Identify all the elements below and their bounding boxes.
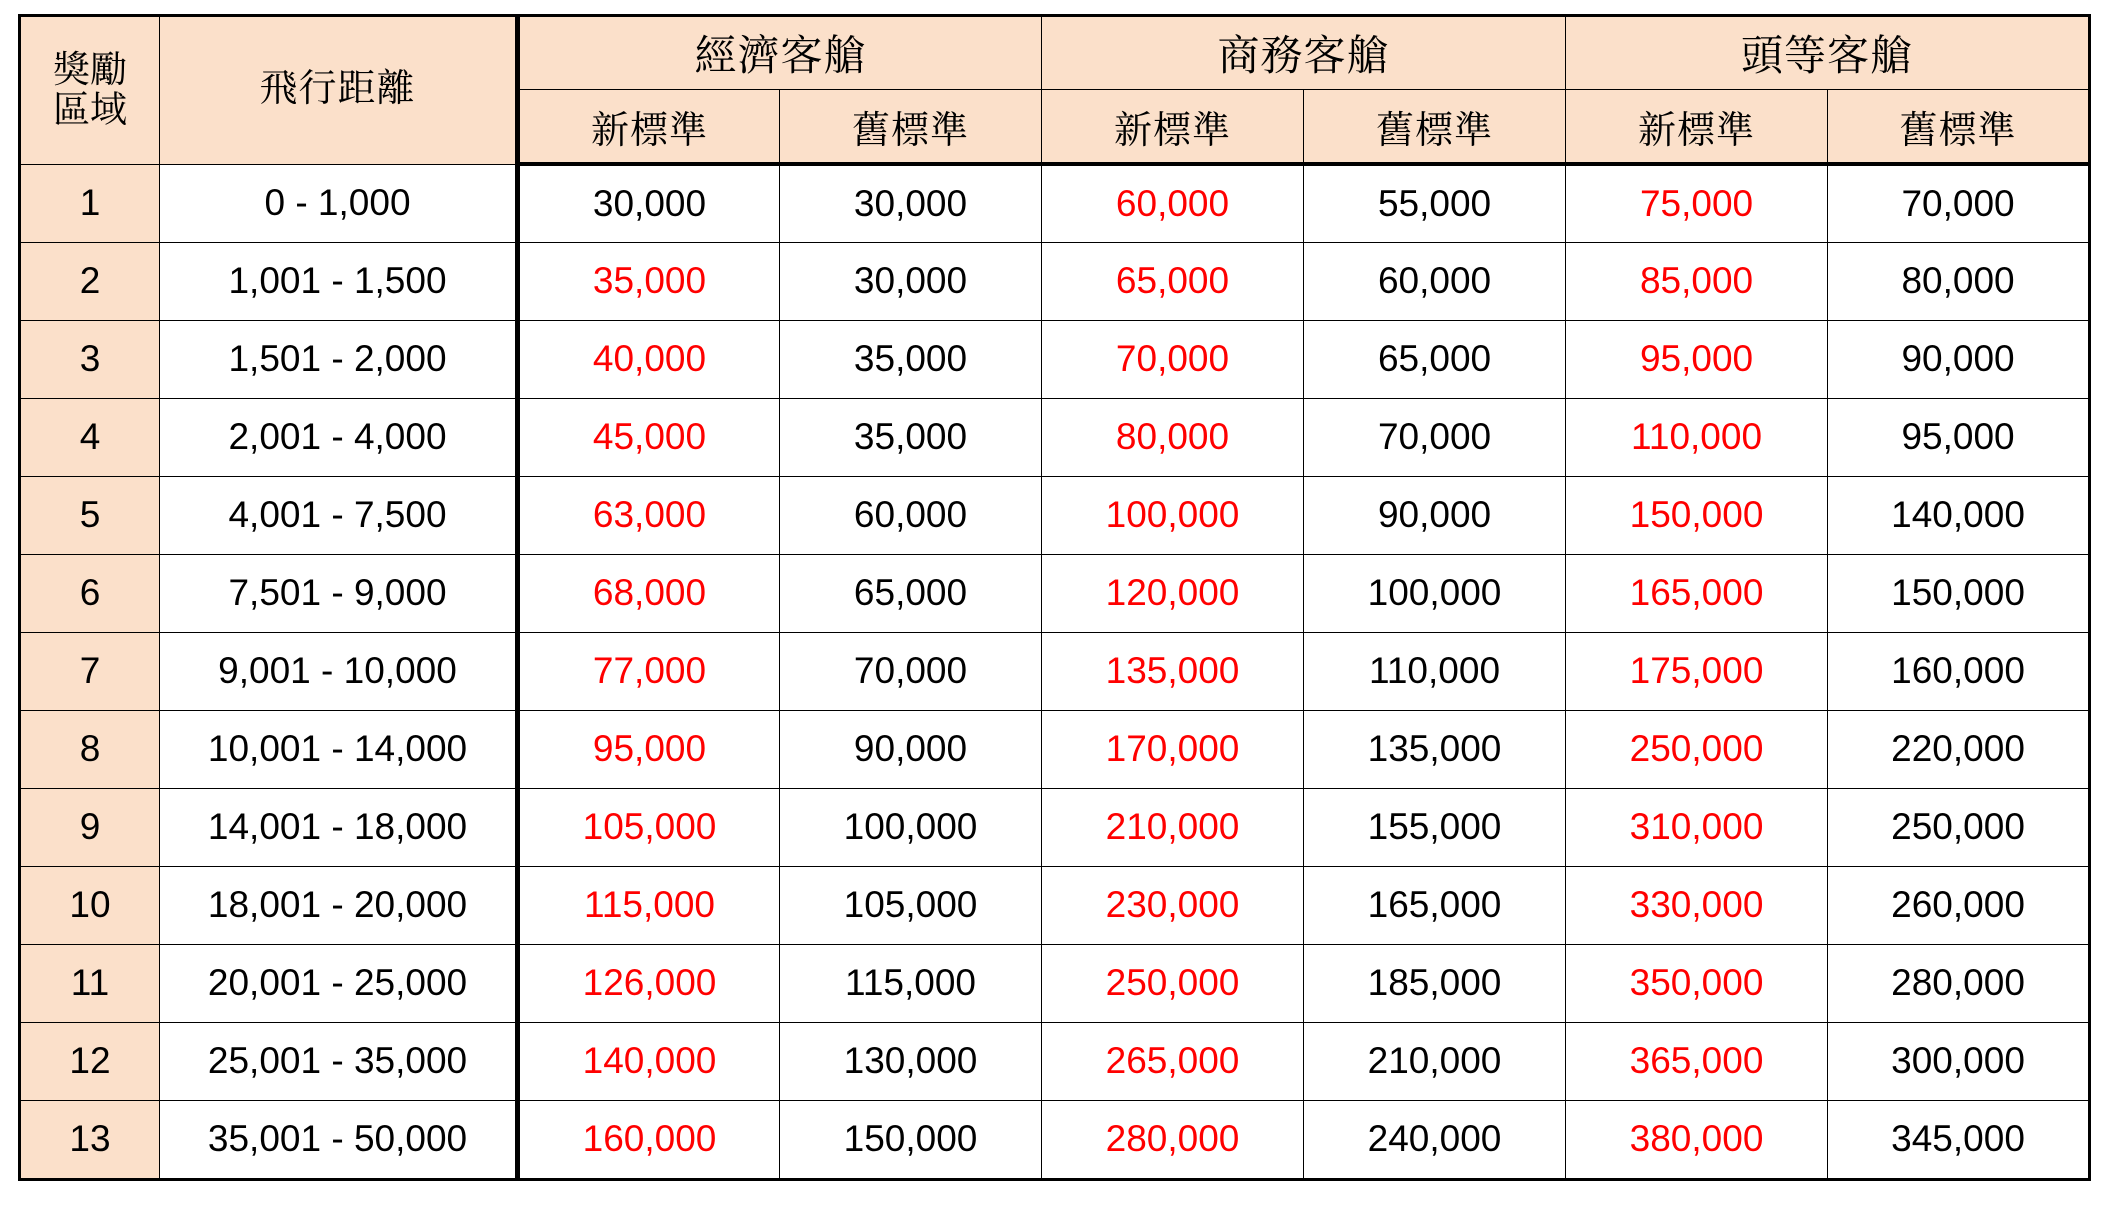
table-body: [20, 164, 2090, 1179]
cell-first-new: 95,000: [1566, 320, 1828, 398]
cell-first-old: 345,000: [1828, 1100, 2090, 1179]
cell-distance: 2,001 - 4,000: [160, 398, 518, 476]
cell-business-new: 100,000: [1042, 476, 1304, 554]
cell-business-new: 80,000: [1042, 398, 1304, 476]
cell-distance: 25,001 - 35,000: [160, 1022, 518, 1100]
cell-distance: 7,501 - 9,000: [160, 554, 518, 632]
table-row: [20, 1022, 2090, 1100]
cell-business-old: 100,000: [1304, 554, 1566, 632]
cell-zone: 10: [20, 866, 160, 944]
cell-business-old: 110,000: [1304, 632, 1566, 710]
cell-business-old: 135,000: [1304, 710, 1566, 788]
table-row: [20, 164, 2090, 242]
cell-distance: 10,001 - 14,000: [160, 710, 518, 788]
cell-economy-new: 40,000: [518, 320, 780, 398]
table-row: [20, 866, 2090, 944]
cell-economy-new: 160,000: [518, 1100, 780, 1179]
cell-first-new: 350,000: [1566, 944, 1828, 1022]
cell-zone: 1: [20, 164, 160, 242]
cell-zone: 6: [20, 554, 160, 632]
cell-economy-new: 126,000: [518, 944, 780, 1022]
cell-first-new: 165,000: [1566, 554, 1828, 632]
cell-economy-new: 140,000: [518, 1022, 780, 1100]
header-row-groups: [20, 16, 2090, 90]
table-row: [20, 554, 2090, 632]
header-zone-line1: 獎勵: [53, 49, 127, 91]
cell-business-old: 70,000: [1304, 398, 1566, 476]
table-header: [20, 16, 2090, 165]
cell-zone: 9: [20, 788, 160, 866]
cell-first-new: 330,000: [1566, 866, 1828, 944]
cell-business-old: 185,000: [1304, 944, 1566, 1022]
cell-business-new: 65,000: [1042, 242, 1304, 320]
cell-business-new: 210,000: [1042, 788, 1304, 866]
header-business-new: 新標準: [1042, 90, 1304, 165]
cell-first-old: 70,000: [1828, 164, 2090, 242]
cell-first-old: 250,000: [1828, 788, 2090, 866]
cell-first-new: 85,000: [1566, 242, 1828, 320]
cell-first-old: 90,000: [1828, 320, 2090, 398]
cell-business-new: 135,000: [1042, 632, 1304, 710]
cell-zone: 4: [20, 398, 160, 476]
cell-business-new: 120,000: [1042, 554, 1304, 632]
award-miles-table: [18, 14, 2091, 1181]
header-group-business: 商務客艙: [1042, 16, 1566, 90]
cell-zone: 8: [20, 710, 160, 788]
cell-economy-old: 90,000: [780, 710, 1042, 788]
cell-distance: 1,001 - 1,500: [160, 242, 518, 320]
cell-economy-new: 105,000: [518, 788, 780, 866]
cell-first-old: 260,000: [1828, 866, 2090, 944]
cell-business-new: 170,000: [1042, 710, 1304, 788]
cell-business-new: 280,000: [1042, 1100, 1304, 1179]
cell-economy-old: 70,000: [780, 632, 1042, 710]
cell-business-old: 90,000: [1304, 476, 1566, 554]
cell-economy-new: 30,000: [518, 164, 780, 242]
table-row: [20, 242, 2090, 320]
cell-first-old: 80,000: [1828, 242, 2090, 320]
cell-economy-new: 95,000: [518, 710, 780, 788]
cell-business-old: 240,000: [1304, 1100, 1566, 1179]
cell-economy-old: 60,000: [780, 476, 1042, 554]
cell-business-old: 155,000: [1304, 788, 1566, 866]
cell-distance: 14,001 - 18,000: [160, 788, 518, 866]
table-row: [20, 788, 2090, 866]
header-zone: [20, 16, 160, 165]
cell-economy-new: 35,000: [518, 242, 780, 320]
cell-first-old: 140,000: [1828, 476, 2090, 554]
cell-business-old: 165,000: [1304, 866, 1566, 944]
cell-business-new: 60,000: [1042, 164, 1304, 242]
cell-distance: 0 - 1,000: [160, 164, 518, 242]
cell-zone: 2: [20, 242, 160, 320]
cell-economy-old: 65,000: [780, 554, 1042, 632]
cell-business-new: 265,000: [1042, 1022, 1304, 1100]
cell-business-old: 210,000: [1304, 1022, 1566, 1100]
header-first-old: 舊標準: [1828, 90, 2090, 165]
cell-economy-old: 35,000: [780, 320, 1042, 398]
cell-first-old: 160,000: [1828, 632, 2090, 710]
header-group-first: 頭等客艙: [1566, 16, 2090, 90]
cell-zone: 7: [20, 632, 160, 710]
cell-economy-old: 105,000: [780, 866, 1042, 944]
header-economy-new: 新標準: [518, 90, 780, 165]
cell-zone: 13: [20, 1100, 160, 1179]
cell-economy-old: 30,000: [780, 164, 1042, 242]
table-row: [20, 398, 2090, 476]
cell-distance: 35,001 - 50,000: [160, 1100, 518, 1179]
cell-first-old: 280,000: [1828, 944, 2090, 1022]
cell-first-new: 150,000: [1566, 476, 1828, 554]
header-economy-old: 舊標準: [780, 90, 1042, 165]
cell-economy-new: 77,000: [518, 632, 780, 710]
cell-distance: 18,001 - 20,000: [160, 866, 518, 944]
cell-business-new: 70,000: [1042, 320, 1304, 398]
cell-business-old: 55,000: [1304, 164, 1566, 242]
header-group-economy: 經濟客艙: [518, 16, 1042, 90]
cell-distance: 1,501 - 2,000: [160, 320, 518, 398]
cell-economy-new: 115,000: [518, 866, 780, 944]
cell-first-new: 75,000: [1566, 164, 1828, 242]
cell-distance: 20,001 - 25,000: [160, 944, 518, 1022]
cell-economy-old: 115,000: [780, 944, 1042, 1022]
cell-zone: 3: [20, 320, 160, 398]
header-first-new: 新標準: [1566, 90, 1828, 165]
header-distance: 飛行距離: [160, 16, 518, 165]
table-row: [20, 320, 2090, 398]
cell-zone: 5: [20, 476, 160, 554]
cell-zone: 11: [20, 944, 160, 1022]
cell-economy-old: 100,000: [780, 788, 1042, 866]
cell-economy-new: 45,000: [518, 398, 780, 476]
cell-zone: 12: [20, 1022, 160, 1100]
cell-business-old: 60,000: [1304, 242, 1566, 320]
cell-economy-new: 68,000: [518, 554, 780, 632]
cell-first-new: 365,000: [1566, 1022, 1828, 1100]
cell-first-old: 95,000: [1828, 398, 2090, 476]
cell-first-new: 310,000: [1566, 788, 1828, 866]
table-row: [20, 1100, 2090, 1179]
header-zone-line2: 區域: [53, 89, 127, 131]
header-business-old: 舊標準: [1304, 90, 1566, 165]
cell-economy-new: 63,000: [518, 476, 780, 554]
table-row: [20, 710, 2090, 788]
cell-business-old: 65,000: [1304, 320, 1566, 398]
table-row: [20, 476, 2090, 554]
cell-first-old: 150,000: [1828, 554, 2090, 632]
cell-business-new: 250,000: [1042, 944, 1304, 1022]
cell-first-new: 380,000: [1566, 1100, 1828, 1179]
cell-distance: 4,001 - 7,500: [160, 476, 518, 554]
cell-first-old: 220,000: [1828, 710, 2090, 788]
table-row: [20, 632, 2090, 710]
cell-economy-old: 30,000: [780, 242, 1042, 320]
cell-economy-old: 130,000: [780, 1022, 1042, 1100]
table-row: [20, 944, 2090, 1022]
cell-economy-old: 150,000: [780, 1100, 1042, 1179]
cell-distance: 9,001 - 10,000: [160, 632, 518, 710]
cell-first-new: 175,000: [1566, 632, 1828, 710]
cell-first-new: 250,000: [1566, 710, 1828, 788]
cell-economy-old: 35,000: [780, 398, 1042, 476]
cell-first-new: 110,000: [1566, 398, 1828, 476]
cell-first-old: 300,000: [1828, 1022, 2090, 1100]
cell-business-new: 230,000: [1042, 866, 1304, 944]
